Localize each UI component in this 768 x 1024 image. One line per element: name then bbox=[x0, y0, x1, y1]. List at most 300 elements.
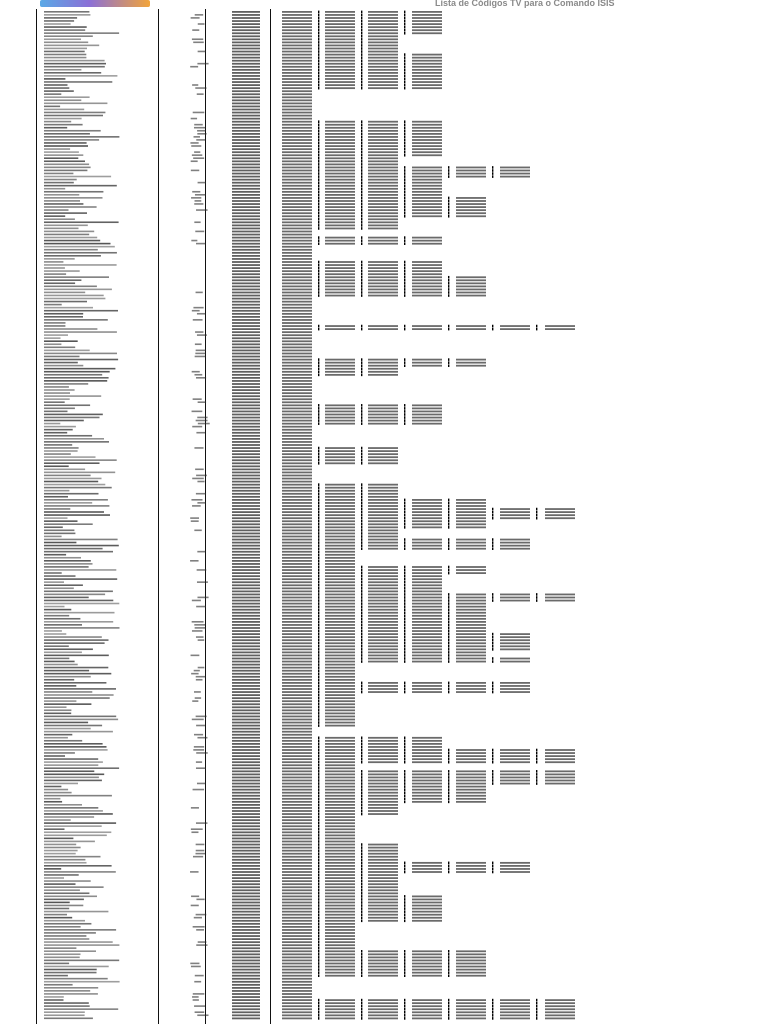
code-cell bbox=[232, 636, 260, 638]
code-cell bbox=[325, 761, 355, 763]
code-cell bbox=[325, 1011, 355, 1013]
code-cell bbox=[282, 584, 312, 586]
code-separator bbox=[318, 834, 319, 837]
code-separator bbox=[404, 410, 405, 413]
code-cell bbox=[456, 292, 486, 294]
brand-cell bbox=[44, 279, 81, 281]
code-cell bbox=[368, 484, 398, 486]
code-separator bbox=[318, 767, 319, 770]
type-cell bbox=[195, 14, 203, 16]
code-cell bbox=[456, 603, 486, 605]
code-cell bbox=[282, 862, 312, 864]
code-cell bbox=[325, 664, 355, 666]
code-cell bbox=[282, 911, 312, 913]
code-cell bbox=[282, 508, 312, 510]
code-cell bbox=[282, 435, 312, 437]
code-cell bbox=[368, 14, 398, 16]
code-cell bbox=[282, 917, 312, 919]
code-separator bbox=[361, 50, 362, 53]
code-separator bbox=[318, 630, 319, 633]
code-separator bbox=[361, 618, 362, 621]
code-separator bbox=[404, 75, 405, 78]
code-separator bbox=[404, 599, 405, 602]
code-cell bbox=[232, 343, 260, 345]
code-cell bbox=[232, 804, 260, 806]
code-cell bbox=[282, 20, 312, 22]
code-separator bbox=[318, 804, 319, 807]
code-separator bbox=[536, 755, 537, 758]
code-cell bbox=[232, 523, 260, 525]
code-separator bbox=[318, 84, 319, 87]
code-separator bbox=[318, 66, 319, 69]
brand-cell bbox=[44, 469, 85, 471]
code-cell bbox=[368, 60, 398, 62]
code-separator bbox=[318, 557, 319, 560]
code-cell bbox=[232, 752, 260, 754]
code-separator bbox=[404, 123, 405, 126]
code-separator bbox=[404, 148, 405, 151]
code-separator bbox=[318, 618, 319, 621]
type-cell bbox=[190, 871, 199, 873]
code-separator bbox=[361, 901, 362, 904]
code-separator bbox=[361, 151, 362, 154]
code-cell bbox=[232, 764, 260, 766]
brand-cell bbox=[44, 386, 69, 388]
code-cell bbox=[282, 69, 312, 71]
code-separator bbox=[318, 749, 319, 752]
code-separator bbox=[361, 654, 362, 657]
code-cell bbox=[282, 673, 312, 675]
code-separator bbox=[318, 136, 319, 139]
code-cell bbox=[325, 713, 355, 715]
code-cell bbox=[232, 1014, 260, 1016]
code-separator bbox=[318, 910, 319, 913]
code-cell bbox=[282, 813, 312, 815]
code-cell bbox=[412, 197, 442, 199]
code-cell bbox=[412, 179, 442, 181]
code-separator bbox=[404, 1017, 405, 1020]
code-cell bbox=[282, 847, 312, 849]
code-cell bbox=[368, 813, 398, 815]
code-separator bbox=[448, 965, 449, 968]
code-separator bbox=[318, 859, 319, 862]
code-cell bbox=[412, 645, 442, 647]
code-separator bbox=[404, 133, 405, 136]
code-separator bbox=[448, 865, 449, 868]
brand-cell bbox=[44, 798, 60, 800]
code-cell bbox=[325, 648, 355, 650]
code-cell bbox=[282, 1005, 312, 1007]
code-separator bbox=[361, 410, 362, 413]
code-cell bbox=[325, 679, 355, 681]
code-cell bbox=[282, 14, 312, 16]
code-cell bbox=[282, 972, 312, 974]
code-separator bbox=[492, 657, 493, 660]
type-cell bbox=[194, 221, 200, 223]
code-cell bbox=[232, 84, 260, 86]
code-cell bbox=[282, 963, 312, 965]
code-cell bbox=[412, 404, 442, 406]
code-cell bbox=[368, 133, 398, 135]
code-cell bbox=[232, 819, 260, 821]
code-cell bbox=[232, 103, 260, 105]
code-cell bbox=[500, 328, 530, 330]
code-cell bbox=[545, 508, 575, 510]
code-separator bbox=[361, 209, 362, 212]
code-cell bbox=[282, 892, 312, 894]
code-cell bbox=[232, 197, 260, 199]
code-cell bbox=[282, 676, 312, 678]
code-separator bbox=[448, 962, 449, 965]
code-cell bbox=[282, 682, 312, 684]
code-cell bbox=[368, 462, 398, 464]
code-cell bbox=[325, 215, 355, 217]
code-separator bbox=[318, 706, 319, 709]
code-cell bbox=[368, 261, 398, 263]
brand-cell bbox=[44, 176, 111, 178]
document-title: Lista de Códigos TV para o Comando ISIS bbox=[435, 0, 615, 8]
code-separator bbox=[361, 538, 362, 541]
code-separator bbox=[404, 53, 405, 56]
code-separator bbox=[404, 72, 405, 75]
code-separator bbox=[361, 29, 362, 32]
code-separator bbox=[361, 1011, 362, 1014]
code-cell bbox=[368, 145, 398, 147]
code-separator bbox=[492, 596, 493, 599]
code-cell bbox=[456, 545, 486, 547]
code-cell bbox=[325, 514, 355, 516]
code-cell bbox=[456, 359, 486, 361]
code-separator bbox=[361, 584, 362, 587]
code-cell bbox=[545, 780, 575, 782]
code-separator bbox=[318, 547, 319, 550]
code-separator bbox=[361, 450, 362, 453]
code-cell bbox=[232, 362, 260, 364]
code-separator bbox=[361, 191, 362, 194]
code-cell bbox=[368, 414, 398, 416]
code-cell bbox=[232, 459, 260, 461]
code-cell bbox=[456, 215, 486, 217]
code-separator bbox=[361, 133, 362, 136]
code-separator bbox=[318, 264, 319, 267]
code-cell bbox=[368, 761, 398, 763]
code-separator bbox=[318, 483, 319, 486]
code-cell bbox=[325, 920, 355, 922]
code-separator bbox=[318, 837, 319, 840]
code-cell bbox=[282, 307, 312, 309]
code-cell bbox=[368, 963, 398, 965]
type-cell bbox=[194, 447, 203, 449]
brand-cell bbox=[44, 78, 65, 80]
code-cell bbox=[368, 630, 398, 632]
code-separator bbox=[318, 663, 319, 666]
code-cell bbox=[368, 26, 398, 28]
code-cell bbox=[368, 23, 398, 25]
code-separator bbox=[318, 1005, 319, 1008]
code-cell bbox=[282, 157, 312, 159]
code-separator bbox=[404, 505, 405, 508]
code-separator bbox=[404, 194, 405, 197]
brand-cell bbox=[44, 365, 83, 367]
code-separator bbox=[318, 550, 319, 553]
code-cell bbox=[232, 462, 260, 464]
code-cell bbox=[545, 1018, 575, 1020]
code-cell bbox=[232, 298, 260, 300]
code-separator bbox=[404, 615, 405, 618]
code-cell bbox=[232, 822, 260, 824]
code-separator bbox=[404, 523, 405, 526]
code-cell bbox=[456, 655, 486, 657]
code-cell bbox=[282, 115, 312, 117]
code-cell bbox=[282, 935, 312, 937]
code-cell bbox=[232, 908, 260, 910]
code-cell bbox=[282, 734, 312, 736]
code-cell bbox=[456, 1011, 486, 1013]
code-cell bbox=[282, 960, 312, 962]
code-cell bbox=[282, 990, 312, 992]
code-separator bbox=[448, 544, 449, 547]
code-cell bbox=[282, 664, 312, 666]
code-cell bbox=[232, 75, 260, 77]
code-cell bbox=[282, 350, 312, 352]
code-separator bbox=[361, 755, 362, 758]
brand-cell bbox=[44, 124, 83, 126]
code-cell bbox=[232, 941, 260, 943]
code-cell bbox=[545, 1005, 575, 1007]
code-cell bbox=[412, 755, 442, 757]
code-cell bbox=[500, 514, 530, 516]
code-cell bbox=[232, 148, 260, 150]
code-cell bbox=[412, 182, 442, 184]
code-cell bbox=[232, 807, 260, 809]
code-cell bbox=[282, 240, 312, 242]
code-cell bbox=[412, 575, 442, 577]
brand-cell bbox=[44, 633, 66, 635]
brand-cell bbox=[44, 87, 69, 89]
code-cell bbox=[232, 587, 260, 589]
code-cell bbox=[368, 612, 398, 614]
type-cell bbox=[196, 475, 207, 477]
code-cell bbox=[282, 78, 312, 80]
code-cell bbox=[232, 246, 260, 248]
code-separator bbox=[492, 169, 493, 172]
brand-cell bbox=[44, 813, 113, 815]
type-cell bbox=[192, 411, 203, 413]
code-cell bbox=[325, 35, 355, 37]
code-cell bbox=[368, 197, 398, 199]
code-separator bbox=[404, 581, 405, 584]
code-separator bbox=[318, 44, 319, 47]
code-cell bbox=[456, 1002, 486, 1004]
brand-cell bbox=[44, 783, 78, 785]
code-separator bbox=[404, 1008, 405, 1011]
code-cell bbox=[282, 874, 312, 876]
code-cell bbox=[412, 1008, 442, 1010]
code-separator bbox=[404, 26, 405, 29]
code-separator bbox=[404, 630, 405, 633]
code-separator bbox=[404, 242, 405, 245]
code-cell bbox=[325, 691, 355, 693]
code-separator bbox=[318, 450, 319, 453]
brand-cell bbox=[44, 526, 63, 528]
code-separator bbox=[404, 627, 405, 630]
code-cell bbox=[232, 929, 260, 931]
code-cell bbox=[325, 185, 355, 187]
code-cell bbox=[412, 417, 442, 419]
code-separator bbox=[448, 615, 449, 618]
brand-cell bbox=[44, 127, 67, 129]
type-cell bbox=[191, 118, 197, 120]
code-separator bbox=[361, 624, 362, 627]
code-cell bbox=[232, 633, 260, 635]
code-cell bbox=[282, 966, 312, 968]
type-cell bbox=[196, 716, 207, 718]
code-separator bbox=[404, 953, 405, 956]
code-cell bbox=[412, 154, 442, 156]
code-cell bbox=[368, 621, 398, 623]
code-cell bbox=[282, 154, 312, 156]
code-separator bbox=[448, 651, 449, 654]
code-cell bbox=[282, 29, 312, 31]
brand-cell bbox=[44, 874, 79, 876]
code-cell bbox=[368, 606, 398, 608]
code-cell bbox=[325, 966, 355, 968]
code-separator bbox=[318, 941, 319, 944]
code-cell bbox=[282, 411, 312, 413]
code-separator bbox=[448, 520, 449, 523]
code-cell bbox=[412, 124, 442, 126]
code-cell bbox=[232, 316, 260, 318]
code-cell bbox=[368, 1005, 398, 1007]
brand-cell bbox=[44, 938, 89, 940]
code-cell bbox=[282, 880, 312, 882]
code-separator bbox=[318, 743, 319, 746]
brand-cell bbox=[44, 81, 112, 83]
code-cell bbox=[282, 237, 312, 239]
code-separator bbox=[448, 974, 449, 977]
code-cell bbox=[282, 743, 312, 745]
code-cell bbox=[232, 780, 260, 782]
code-cell bbox=[232, 685, 260, 687]
code-separator bbox=[318, 785, 319, 788]
code-cell bbox=[325, 417, 355, 419]
code-cell bbox=[412, 911, 442, 913]
code-cell bbox=[282, 496, 312, 498]
brand-cell bbox=[44, 417, 100, 419]
code-cell bbox=[232, 740, 260, 742]
code-separator bbox=[318, 218, 319, 221]
code-cell bbox=[325, 774, 355, 776]
brand-cell bbox=[44, 453, 71, 455]
code-cell bbox=[368, 853, 398, 855]
code-cell bbox=[325, 121, 355, 123]
brand-cell bbox=[44, 157, 78, 159]
code-list-sheet bbox=[0, 9, 768, 1024]
code-cell bbox=[325, 825, 355, 827]
brand-cell bbox=[44, 225, 88, 227]
code-cell bbox=[368, 600, 398, 602]
code-cell bbox=[545, 517, 575, 519]
brand-cell bbox=[44, 990, 90, 992]
code-separator bbox=[361, 62, 362, 65]
code-cell bbox=[282, 484, 312, 486]
brand-cell bbox=[44, 935, 86, 937]
code-cell bbox=[282, 523, 312, 525]
code-separator bbox=[448, 215, 449, 218]
code-cell bbox=[325, 423, 355, 425]
code-cell bbox=[500, 648, 530, 650]
code-cell bbox=[412, 963, 442, 965]
code-cell bbox=[412, 20, 442, 22]
code-cell bbox=[325, 408, 355, 410]
code-cell bbox=[325, 899, 355, 901]
code-cell bbox=[282, 276, 312, 278]
brand-cell bbox=[44, 581, 64, 583]
code-cell bbox=[325, 267, 355, 269]
code-cell bbox=[325, 789, 355, 791]
brand-cell bbox=[44, 831, 111, 833]
type-cell bbox=[194, 127, 205, 129]
code-cell bbox=[325, 709, 355, 711]
code-cell bbox=[325, 911, 355, 913]
code-separator bbox=[361, 215, 362, 218]
type-cell bbox=[195, 194, 206, 196]
code-cell bbox=[232, 572, 260, 574]
code-cell bbox=[232, 783, 260, 785]
code-cell bbox=[456, 688, 486, 690]
code-cell bbox=[412, 75, 442, 77]
code-separator bbox=[361, 212, 362, 215]
code-separator bbox=[318, 880, 319, 883]
code-cell bbox=[282, 319, 312, 321]
code-separator bbox=[404, 593, 405, 596]
brand-cell bbox=[44, 252, 117, 254]
code-separator bbox=[361, 404, 362, 407]
code-cell bbox=[325, 957, 355, 959]
code-separator bbox=[318, 718, 319, 721]
code-cell bbox=[325, 270, 355, 272]
code-separator bbox=[361, 785, 362, 788]
brand-cell bbox=[44, 389, 75, 391]
code-separator bbox=[361, 75, 362, 78]
code-cell bbox=[282, 899, 312, 901]
brand-cell bbox=[44, 548, 103, 550]
code-separator bbox=[361, 544, 362, 547]
code-cell bbox=[232, 371, 260, 373]
code-cell bbox=[232, 813, 260, 815]
code-cell bbox=[282, 725, 312, 727]
code-cell bbox=[412, 737, 442, 739]
code-cell bbox=[325, 603, 355, 605]
code-cell bbox=[325, 661, 355, 663]
code-cell bbox=[500, 633, 530, 635]
code-cell bbox=[232, 313, 260, 315]
code-separator bbox=[361, 276, 362, 279]
code-cell bbox=[232, 286, 260, 288]
code-cell bbox=[282, 310, 312, 312]
code-cell bbox=[412, 1011, 442, 1013]
code-cell bbox=[232, 17, 260, 19]
code-cell bbox=[412, 740, 442, 742]
code-cell bbox=[325, 526, 355, 528]
brand-cell bbox=[44, 316, 83, 318]
code-separator bbox=[318, 172, 319, 175]
code-cell bbox=[368, 57, 398, 59]
code-separator bbox=[318, 175, 319, 178]
code-cell bbox=[368, 969, 398, 971]
code-separator bbox=[318, 694, 319, 697]
code-cell bbox=[232, 240, 260, 242]
